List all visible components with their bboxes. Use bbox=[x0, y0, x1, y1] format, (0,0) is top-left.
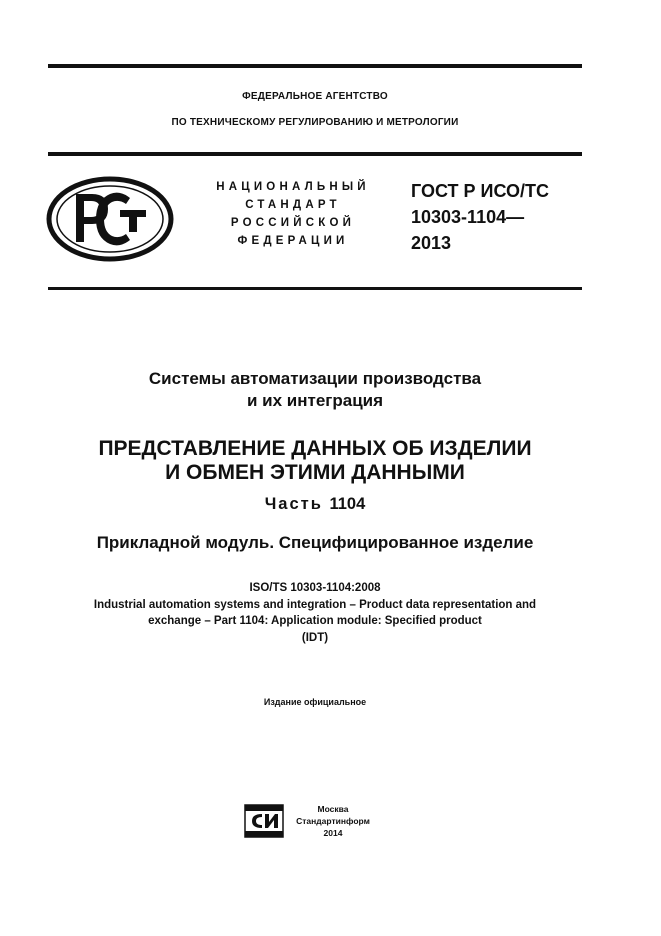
publisher-city: Москва bbox=[317, 804, 349, 814]
top-rule bbox=[48, 64, 582, 68]
main-title-line-1: ПРЕДСТАВЛЕНИЕ ДАННЫХ ОБ ИЗДЕЛИИ bbox=[98, 437, 532, 460]
middle-rule bbox=[48, 152, 582, 156]
publisher-logo-icon bbox=[244, 804, 284, 838]
main-title bbox=[30, 437, 600, 485]
designation-line-1: ГОСТ Р ИСО/ТС bbox=[411, 181, 550, 201]
part-line bbox=[30, 495, 600, 514]
bottom-rule bbox=[48, 287, 582, 290]
part-number: 1104 bbox=[329, 495, 366, 513]
standard-type-line-2: СТАНДАРТ bbox=[245, 199, 341, 211]
standard-type-line-3: РОССИЙСКОЙ bbox=[230, 217, 356, 229]
module-title: Прикладной модуль. Специфицированное изделие bbox=[96, 533, 534, 552]
iso-reference-block bbox=[30, 580, 600, 646]
publisher-year: 2014 bbox=[323, 828, 343, 838]
agency-line-2: ПО ТЕХНИЧЕСКОМУ РЕГУЛИРОВАНИЮ И МЕТРОЛОГИИ bbox=[171, 117, 459, 128]
agency-line-1: ФЕДЕРАЛЬНОЕ АГЕНТСТВО bbox=[242, 91, 388, 102]
iso-reference: ISO/TS 10303-1104:2008 bbox=[249, 582, 381, 594]
designation-line-3: 2013 bbox=[411, 233, 452, 253]
iso-identity: (IDT) bbox=[301, 631, 329, 644]
edition-label: Издание официальное bbox=[263, 697, 367, 707]
publisher-name: Стандартинформ bbox=[296, 816, 370, 826]
designation-line-2: 10303-1104— bbox=[411, 207, 525, 227]
iso-english-title-line-1: Industrial automation systems and integration – Product data representation and bbox=[93, 598, 537, 611]
system-title-line-1: Системы автоматизации производства bbox=[148, 369, 482, 388]
standard-type-block bbox=[180, 178, 406, 250]
iso-english-title-line-2: exchange – Part 1104: Application module: Specified product bbox=[148, 615, 482, 627]
system-title-line-2: и их интеграция bbox=[246, 391, 384, 410]
standard-designation bbox=[411, 178, 549, 256]
main-title-line-2: И ОБМЕН ЭТИМИ ДАННЫМИ bbox=[165, 461, 465, 484]
standard-type-line-1: НАЦИОНАЛЬНЫЙ bbox=[216, 181, 370, 193]
standard-type-line-4: ФЕДЕРАЦИИ bbox=[237, 235, 349, 247]
part-label: Часть bbox=[264, 495, 323, 513]
gost-emblem-icon bbox=[46, 176, 174, 262]
system-title bbox=[30, 368, 600, 412]
publisher-block bbox=[292, 803, 374, 839]
